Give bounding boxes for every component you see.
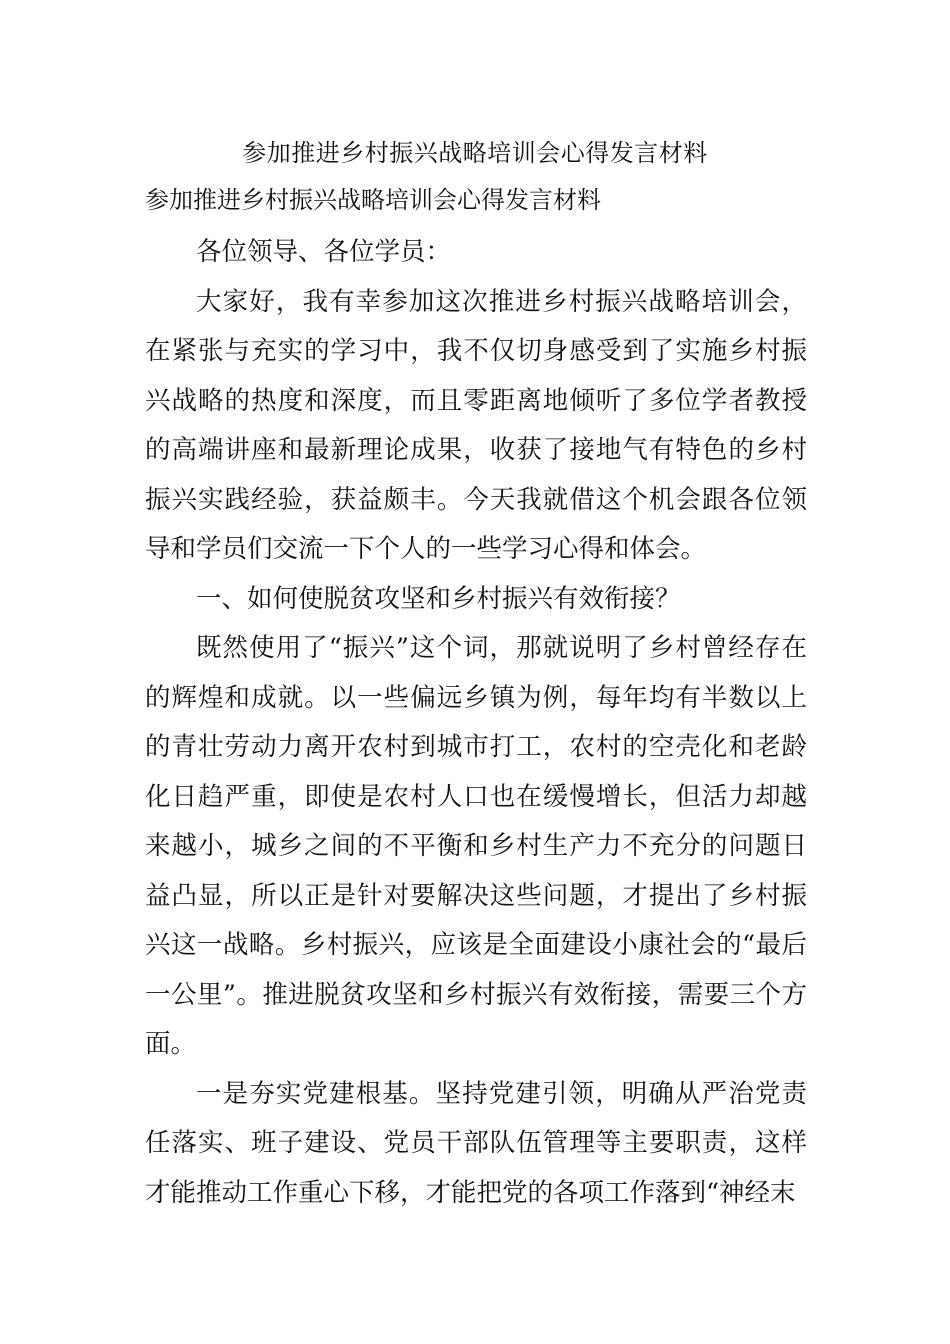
paragraph-section-1: 既然使用了“振兴”这个词，那就说明了乡村曾经存在的辉煌和成就。以一些偏远乡镇为例，每年均有半数以上的青壮劳动力离开农村到城市打工，农村的空壳化和老龄化日趋严重，即使是农村人口也在缓慢增长，但活力却越来越小，城乡之间的不平衡和乡村生产力不充分的问题日益凸显，所以正是针对要解决这些问题，才提出了乡村振兴这一战略。乡村振兴，应该是全面建设小康社会的“最后一公里”。推进脱贫攻坚和乡村振兴有效衔接，需要三个方面。 (145, 633, 807, 1059)
section-heading-1: 一、如何使脱贫攻坚和乡村振兴有效衔接？ (196, 583, 681, 614)
document-body (145, 228, 807, 1218)
paragraph-introduction: 大家好，我有幸参加这次推进乡村振兴战略培训会，在紧张与充实的学习中，我不仅切身感受到了实施乡村振兴战略的热度和深度，而且零距离地倾听了多位学者教授的高端讲座和最新理论成果，收获了接地气有特色的乡村振兴实践经验，获益颇丰。今天我就借这个机会跟各位领导和学员们交流一下个人的一些学习心得和体会。 (145, 286, 807, 564)
document-title-centered: 参加推进乡村振兴战略培训会心得发言材料 (242, 139, 708, 167)
document-title-repeated: 参加推进乡村振兴战略培训会心得发言材料 (145, 186, 601, 214)
paragraph-salutation: 各位领导、各位学员： (196, 237, 452, 267)
paragraph-point-1: 一是夯实党建根基。坚持党建引领，明确从严治党责任落实、班子建设、党员干部队伍管理等主要职责，这样才能推动工作重心下移，才能把党的各项工作落到“神经末 (145, 1078, 807, 1208)
